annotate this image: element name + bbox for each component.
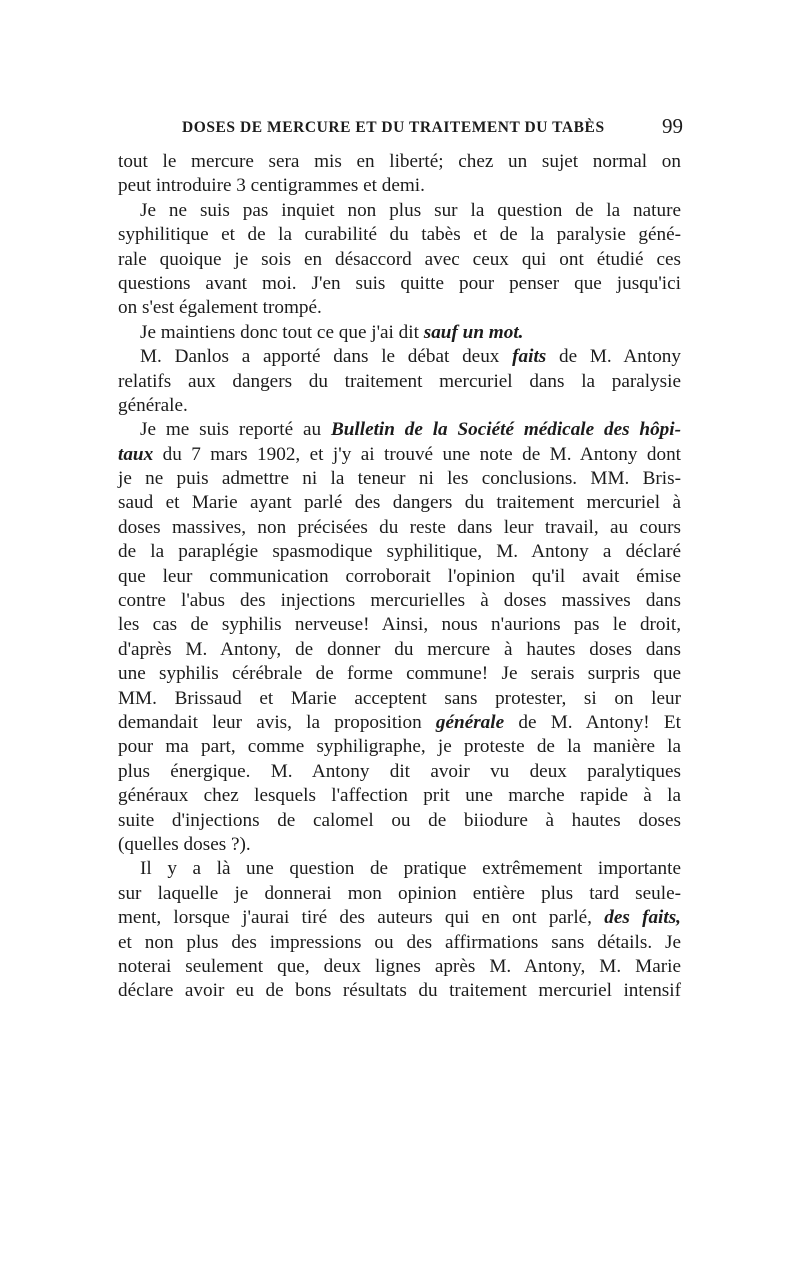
text-line: déclare avoir eu de bons résultats du traitement mercuriel intensif [118, 980, 681, 1002]
text-run: de M. Antony! Et [504, 711, 681, 733]
body-text [118, 150, 681, 1004]
text-run: M. Danlos a apporté dans le débat deux [140, 346, 513, 368]
emphasis: générale [435, 711, 505, 733]
running-title: DOSES DE MERCURE ET DU TRAITEMENT DU TABÈS [182, 119, 605, 136]
text-line: sur laquelle je donnerai mon opinion entière plus tard seule- [118, 882, 681, 904]
text-line: plus énergique. M. Antony dit avoir vu deux paralytiques [118, 760, 681, 782]
text-run: demandait leur avis, la proposition [118, 711, 436, 733]
text-line [118, 711, 681, 735]
text-line: suite d'injections de calomel ou de biiodure à hautes doses [118, 809, 681, 831]
text-line: générale. [118, 394, 188, 416]
text-line: rale quoique je sois en désaccord avec ceux qui ont étudié ces [118, 248, 681, 270]
text-line [118, 345, 681, 369]
text-line: les cas de syphilis nerveuse! Ainsi, nous n'aurions pas le droit, [118, 614, 681, 636]
emphasis: des faits, [604, 907, 681, 929]
emphasis: taux [118, 443, 154, 465]
text-line: une syphilis cérébrale de forme commune! Je serais surpris que [118, 663, 681, 685]
emphasis: sauf un mot. [423, 321, 524, 343]
text-line: peut introduire 3 centigrammes et demi. [118, 175, 425, 197]
text-line: questions avant moi. J'en suis quitte pour penser que jusqu'ici [118, 272, 681, 294]
text-run: Je me suis reporté au [140, 419, 331, 441]
text-line: noterai seulement que, deux lignes après M. Antony, M. Marie [118, 955, 681, 977]
text-line: doses massives, non précisées du reste dans leur travail, au cours [118, 516, 681, 538]
text-line: relatifs aux dangers du traitement mercuriel dans la paralysie [118, 370, 681, 392]
page-number: 99 [662, 114, 683, 138]
text-run: du 7 mars 1902, et j'y ai trouvé une note de M. Antony dont [153, 443, 681, 465]
text-line: contre l'abus des injections mercurielles à doses massives dans [118, 590, 681, 612]
text-line: Il y a là une question de pratique extrêmement importante [140, 858, 681, 880]
text-line: et non plus des impressions ou des affirmations sans détails. Je [118, 931, 681, 953]
text-line: syphilitique et de la curabilité du tabès et de la paralysie géné- [118, 224, 681, 246]
text-line: de la paraplégie spasmodique syphilitique, M. Antony a déclaré [118, 541, 681, 563]
text-line: d'après M. Antony, de donner du mercure à hautes doses dans [118, 638, 681, 660]
text-line: généraux chez lesquels l'affection prit une marche rapide à la [118, 785, 681, 807]
text-line: je ne puis admettre ni la teneur ni les conclusions. MM. Bris- [118, 468, 681, 490]
emphasis: Bulletin de la Société médicale des hôpi- [330, 419, 681, 441]
text-line [118, 321, 681, 345]
text-line [118, 443, 681, 467]
text-line: on s'est également trompé. [118, 297, 322, 319]
text-line [118, 418, 681, 442]
text-line: que leur communication corroborait l'opinion qu'il avait émise [118, 565, 681, 587]
text-line: saud et Marie ayant parlé des dangers du traitement mercuriel à [118, 492, 681, 514]
text-line: (quelles doses ?). [118, 833, 251, 855]
emphasis: faits [512, 346, 547, 368]
text-line: pour ma part, comme syphiligraphe, je proteste de la manière la [118, 736, 681, 758]
running-header [160, 116, 685, 140]
text-line: MM. Brissaud et Marie acceptent sans protester, si on leur [118, 687, 681, 709]
text-line [118, 906, 681, 930]
text-run: de M. Antony [546, 346, 681, 368]
text-run: ment, lorsque j'aurai tiré des auteurs qui en ont parlé, [118, 907, 605, 929]
text-run: Je maintiens donc tout ce que j'ai dit [140, 321, 424, 343]
text-line: tout le mercure sera mis en liberté; chez un sujet normal on [118, 151, 681, 172]
text-line: Je ne suis pas inquiet non plus sur la question de la nature [140, 199, 681, 221]
